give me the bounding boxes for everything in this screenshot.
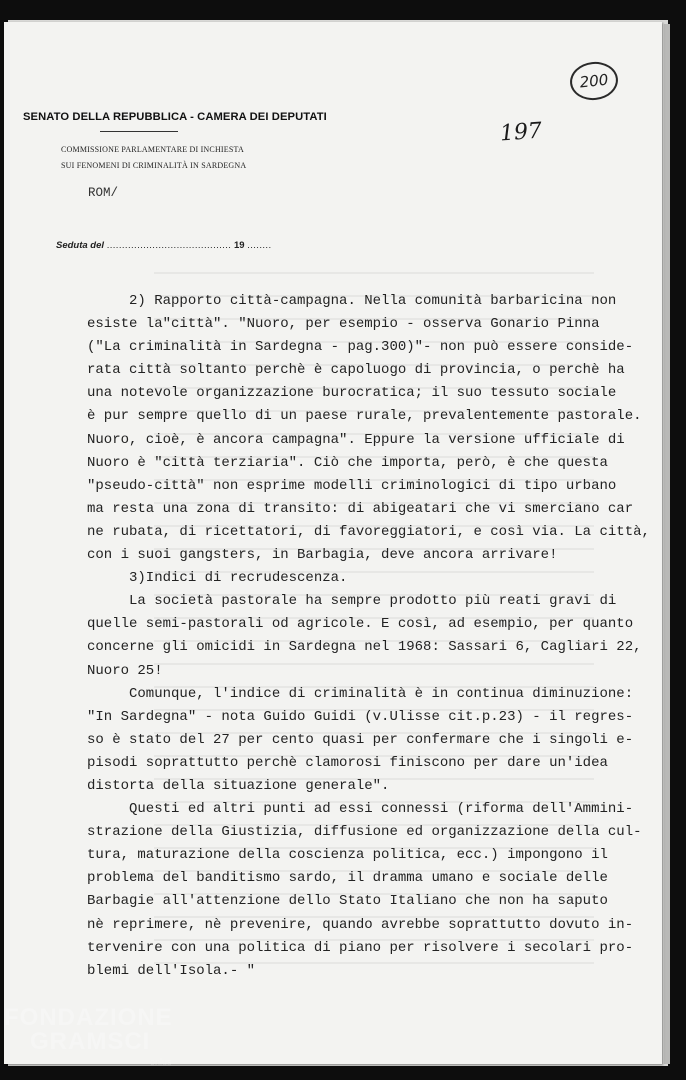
letterhead-rule bbox=[100, 131, 178, 132]
body-line: problema del banditismo sardo, il dramma umano e sociale delle bbox=[87, 870, 608, 887]
body-line: nè reprimere, nè prevenire, quando avrebbe soprattutto dovuto in- bbox=[87, 916, 634, 933]
body-line: Nuoro, cioè, è ancora campagna". Eppure la versione ufficiale di bbox=[87, 431, 625, 448]
commission-line-1: COMMISSIONE PARLAMENTARE DI INCHIESTA bbox=[61, 145, 244, 154]
body-line: Barbagie all'attenzione dello Stato Italiano che non ha saputo bbox=[87, 893, 608, 910]
watermark-line-2: GRAMSCI bbox=[30, 1028, 151, 1055]
body-line: tervenire con una politica di piano per risolvere i secolari pro- bbox=[87, 939, 634, 956]
body-line: Nuoro è "città terziaria". Ciò che importa, però, è che questa bbox=[87, 454, 608, 471]
commission-line-2: SUI FENOMENI DI CRIMINALITÀ IN SARDEGNA bbox=[61, 161, 247, 170]
archive-watermark bbox=[4, 1004, 173, 1067]
body-line: blemi dell'Isola.- " bbox=[87, 962, 256, 979]
body-line: pisodi soprattutto perchè clamorosi finiscono per dare un'idea bbox=[87, 754, 608, 771]
reference-code: ROM/ bbox=[88, 186, 119, 200]
body-line: so è stato del 27 per cento quasi per confermare che i singoli e- bbox=[87, 731, 634, 748]
body-line: ("La criminalità in Sardegna - pag.300)"- non può essere conside- bbox=[87, 339, 634, 356]
body-line: tura, maturazione della coscienza politica, ecc.) impongono il bbox=[87, 847, 608, 864]
body-line: Questi ed altri punti ad essi connessi (riforma dell'Ammini- bbox=[87, 801, 634, 818]
watermark-line-3: onlus bbox=[150, 1057, 172, 1067]
typewritten-body bbox=[87, 290, 662, 983]
body-line: una notevole organizzazione burocratica; il suo tessuto sociale bbox=[87, 385, 617, 402]
body-line: "In Sardegna" - nota Guido Guidi (v.Ulisse cit.p.23) - il regres- bbox=[87, 708, 634, 725]
body-line: 2) Rapporto città-campagna. Nella comunità barbaricina non bbox=[87, 293, 617, 309]
body-line: con i suoi gangsters, in Barbagia, deve ancora arrivare! bbox=[87, 547, 558, 564]
handwritten-number: 197 bbox=[499, 118, 543, 147]
body-line: distorta della situazione generale". bbox=[87, 777, 390, 794]
body-line: quelle semi-pastorali od agricole. E così, ad esempio, per quanto bbox=[87, 616, 634, 633]
body-line: Nuoro 25! bbox=[87, 662, 163, 679]
body-line: La società pastorale ha sempre prodotto più reati gravi di bbox=[87, 593, 617, 610]
body-line: rata città soltanto perchè è capoluogo di provincia, o perchè ha bbox=[87, 362, 625, 379]
body-line: Comunque, l'indice di criminalità è in continua diminuzione: bbox=[87, 685, 634, 702]
letterhead-institution: SENATO DELLA REPUBBLICA - CAMERA DEI DEPUTATI bbox=[23, 111, 327, 123]
body-line: è pur sempre quello di un paese rurale, prevalentemente pastorale. bbox=[87, 408, 642, 425]
seduta-dots: ......................................... bbox=[106, 240, 232, 251]
seduta-year: 19 bbox=[233, 240, 245, 251]
body-line: ma resta una zona di transito: di abigeatari che vi smerciano car bbox=[87, 500, 634, 517]
seduta-line bbox=[56, 240, 272, 251]
seduta-trail: ........ bbox=[247, 240, 272, 251]
stamp-page-number: 200 bbox=[568, 60, 620, 103]
body-line: ne rubata, di ricettatori, di favoreggiatori, e così via. La città, bbox=[87, 523, 650, 540]
seduta-label: Seduta del bbox=[56, 240, 105, 251]
page-edge bbox=[664, 24, 670, 1064]
body-line: esiste la"città". "Nuoro, per esempio - osserva Gonario Pinna bbox=[87, 316, 600, 333]
body-line: strazione della Giustizia, diffusione ed organizzazione della cul- bbox=[87, 824, 642, 841]
watermark-line-1: FONDAZIONE bbox=[4, 1004, 173, 1031]
body-line: "pseudo-città" non esprime modelli criminologici di tipo urbano bbox=[87, 477, 617, 494]
body-line: concerne gli omicidi in Sardegna nel 1968: Sassari 6, Cagliari 22, bbox=[87, 639, 642, 656]
letterhead-commission bbox=[61, 142, 246, 174]
body-line: 3)Indici di recrudescenza. bbox=[87, 570, 348, 587]
